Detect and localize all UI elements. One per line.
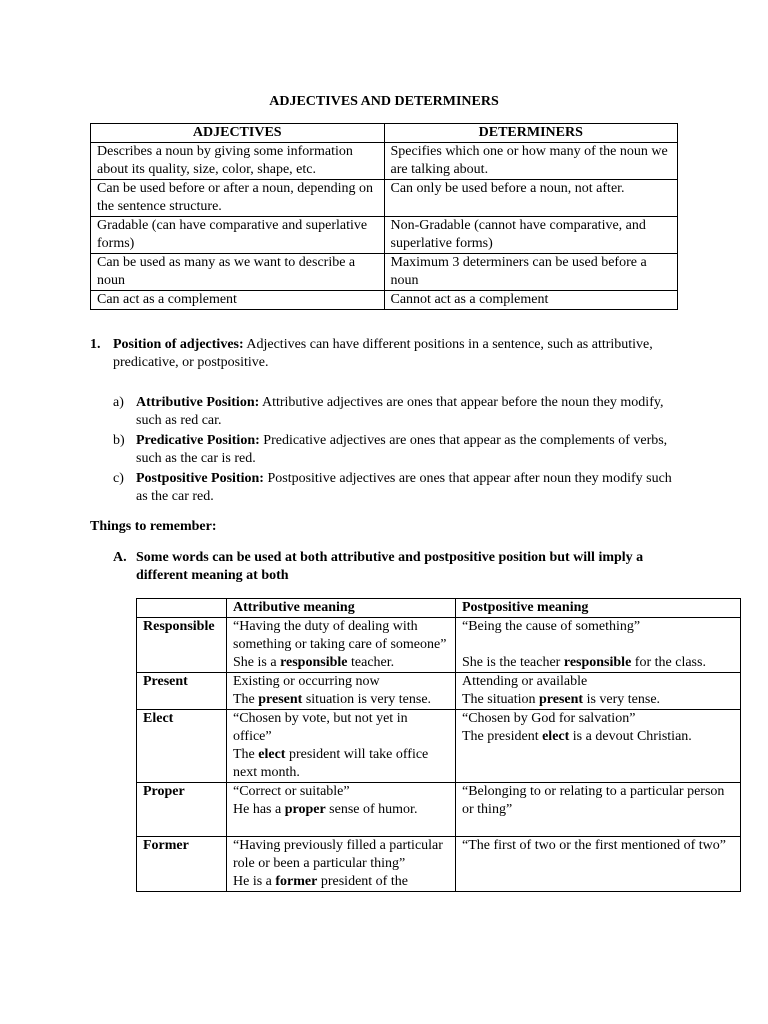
postpositive-cell <box>456 710 741 783</box>
table-header-row <box>137 599 741 618</box>
postpositive-cell <box>456 837 741 892</box>
list-item <box>136 394 682 430</box>
section-text: Adjectives can have different positions in a sentence, such as attributive, predicative, or postpositive. <box>113 337 653 370</box>
word-cell: Present <box>137 673 227 710</box>
word-cell: Former <box>137 837 227 892</box>
list-item-term: Postpositive Position: <box>136 471 264 486</box>
word-cell: Proper <box>137 783 227 837</box>
list-item-text: Predicative adjectives are ones that appear as the complements of verbs, such as the car is red. <box>136 433 668 466</box>
table-cell: Can be used as many as we want to describe a noun <box>91 254 385 291</box>
postpositive-cell <box>456 673 741 710</box>
point-marker: A. <box>113 550 127 565</box>
list-item-text: Attributive adjectives are ones that appear before the noun they modify, such as red car. <box>136 395 664 428</box>
list-item-term: Predicative Position: <box>136 433 260 448</box>
page-title: ADJECTIVES AND DETERMINERS <box>269 94 499 109</box>
example-text: president will take office next month. <box>233 747 429 780</box>
table-cell: Maximum 3 determiners can be used before a noun <box>384 254 678 291</box>
table-row <box>137 837 741 892</box>
table-cell: Cannot act as a complement <box>384 291 678 310</box>
meaning-table <box>136 598 741 892</box>
postpositive-cell <box>456 618 741 673</box>
example-text: sense of humor. <box>325 802 418 817</box>
table-cell: Describes a noun by giving some information about its quality, size, color, shape, etc. <box>91 143 385 180</box>
attributive-example <box>233 746 449 782</box>
header-postpositive: Postpositive meaning <box>456 599 741 618</box>
list-item-term: Attributive Position: <box>136 395 260 410</box>
postpositive-definition: “Being the cause of something” <box>462 619 641 634</box>
header-adjectives: ADJECTIVES <box>91 124 385 143</box>
table-cell: Can only be used before a noun, not after. <box>384 180 678 217</box>
comparison-table <box>90 123 678 310</box>
attributive-example <box>233 801 449 819</box>
postpositive-definition: Attending or available <box>462 674 588 689</box>
attributive-cell <box>227 837 456 892</box>
attributive-cell <box>227 618 456 673</box>
example-text: president of the <box>317 874 408 889</box>
example-text: The situation <box>462 692 539 707</box>
example-text: She is a <box>233 655 281 670</box>
table-cell: Can act as a complement <box>91 291 385 310</box>
example-keyword: elect <box>542 729 570 744</box>
postpositive-example <box>462 691 734 709</box>
attributive-definition: Existing or occurring now <box>233 674 380 689</box>
point-text: Some words can be used at both attributive and postpositive position but will imply a different meaning at both <box>136 550 644 583</box>
table-cell: Specifies which one or how many of the noun we are talking about. <box>384 143 678 180</box>
example-text: She is the teacher <box>462 655 564 670</box>
example-text: He has a <box>233 802 285 817</box>
section-number: 1. <box>90 337 101 352</box>
table-header-row <box>91 124 678 143</box>
header-word <box>137 599 227 618</box>
example-keyword: present <box>539 692 584 707</box>
postpositive-definition: “The first of two or the first mentioned of two” <box>462 838 726 853</box>
attributive-definition: “Having the duty of dealing with something or taking care of someone” <box>233 619 447 652</box>
word-cell: Elect <box>137 710 227 783</box>
list-marker: a) <box>113 395 124 410</box>
postpositive-definition: “Belonging to or relating to a particular person or thing” <box>462 784 725 817</box>
attributive-example <box>233 691 449 709</box>
table-row <box>91 291 678 310</box>
example-keyword: present <box>258 692 303 707</box>
list-item <box>136 470 682 506</box>
postpositive-example <box>462 654 734 672</box>
table-cell: Gradable (can have comparative and superlative forms) <box>91 217 385 254</box>
example-text: is very tense. <box>583 692 661 707</box>
section-paragraph <box>113 336 683 372</box>
table-row <box>91 254 678 291</box>
attributive-definition: “Having previously filled a particular role or been a particular thing” <box>233 838 443 871</box>
table-cell: Can be used before or after a noun, depending on the sentence structure. <box>91 180 385 217</box>
table-row <box>91 180 678 217</box>
attributive-cell <box>227 783 456 837</box>
list-marker: c) <box>113 471 124 486</box>
example-text: is a devout Christian. <box>569 729 692 744</box>
list-item <box>136 432 682 468</box>
table-row <box>137 783 741 837</box>
table-row <box>137 618 741 673</box>
example-text: He is a <box>233 874 276 889</box>
attributive-example <box>233 654 449 672</box>
attributive-example <box>233 873 449 891</box>
header-attributive: Attributive meaning <box>227 599 456 618</box>
list-marker: b) <box>113 433 125 448</box>
table-row <box>91 143 678 180</box>
section-heading: Position of adjectives: <box>113 337 244 352</box>
attributive-definition: “Correct or suitable” <box>233 784 350 799</box>
postpositive-example <box>462 728 734 746</box>
example-text: teacher. <box>347 655 395 670</box>
example-text: The <box>233 692 259 707</box>
example-text: The president <box>462 729 543 744</box>
postpositive-cell <box>456 783 741 837</box>
table-row <box>137 710 741 783</box>
table-row <box>137 673 741 710</box>
example-keyword: responsible <box>280 655 348 670</box>
example-keyword: responsible <box>563 655 632 670</box>
example-keyword: elect <box>258 747 286 762</box>
example-text: The <box>233 747 259 762</box>
example-keyword: proper <box>284 802 326 817</box>
word-cell: Responsible <box>137 618 227 673</box>
example-text: situation is very tense. <box>302 692 432 707</box>
remember-heading: Things to remember: <box>90 519 217 534</box>
postpositive-definition: “Chosen by God for salvation” <box>462 711 636 726</box>
attributive-cell <box>227 710 456 783</box>
table-row <box>91 217 678 254</box>
header-determiners: DETERMINERS <box>384 124 678 143</box>
list-item-text: Postpositive adjectives are ones that appear after noun they modify such as the car red. <box>136 471 672 504</box>
attributive-definition: “Chosen by vote, but not yet in office” <box>233 711 408 744</box>
table-cell: Non-Gradable (cannot have comparative, and superlative forms) <box>384 217 678 254</box>
attributive-cell <box>227 673 456 710</box>
example-text: for the class. <box>631 655 706 670</box>
example-keyword: former <box>275 874 318 889</box>
